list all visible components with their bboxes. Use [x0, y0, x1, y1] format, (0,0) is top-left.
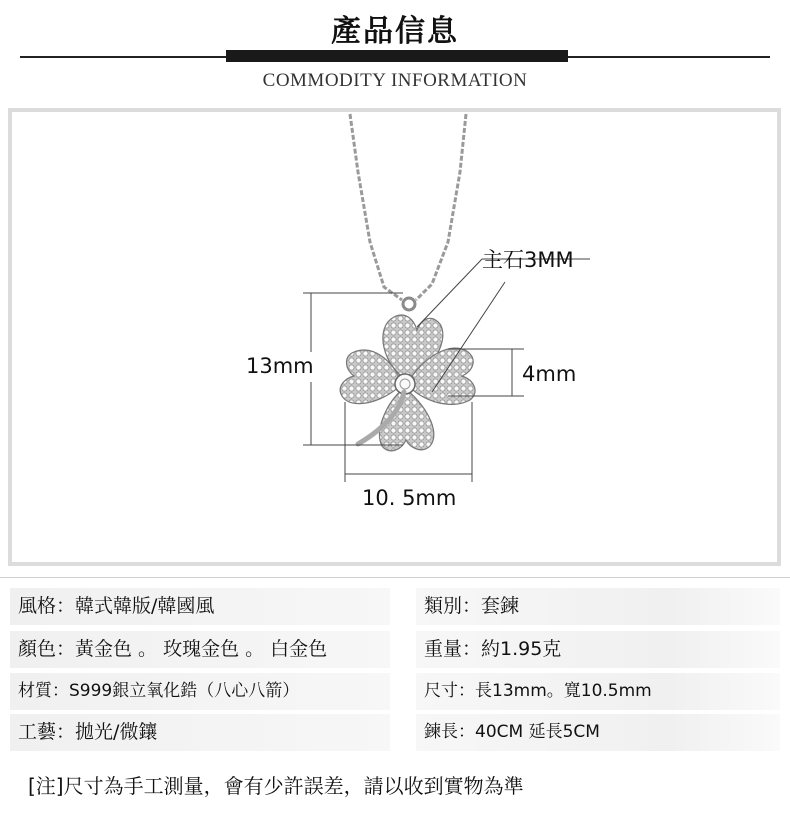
main-stone-label: 主石3MM: [482, 248, 574, 272]
spec-color: 顏色：黃金色 。 玫瑰金色 。 白金色: [10, 631, 390, 668]
page-subtitle: COMMODITY INFORMATION: [262, 70, 528, 91]
spec-size: 尺寸：長13mm。寬10.5mm: [416, 673, 780, 710]
title-divider-accent: [226, 50, 568, 62]
spec-material: 材質：S999銀立氧化鋯（八心八箭）: [10, 673, 390, 710]
spec-chain-length: 鍊長：40CM 延長5CM: [416, 714, 780, 751]
measurement-note: [注]尺寸為手工測量，會有少許誤差，請以收到實物為準: [28, 774, 524, 798]
spec-weight: 重量：約1.95克: [416, 631, 780, 668]
spec-category: 類別：套鍊: [416, 588, 780, 625]
product-image-frame: [8, 108, 781, 566]
leaf-size-label: 4mm: [522, 362, 577, 386]
height-label: 13mm: [246, 354, 314, 378]
spec-craft: 工藝：拋光/微鑲: [10, 714, 390, 751]
page-title: 產品信息: [331, 14, 459, 49]
section-divider: [0, 577, 790, 578]
spec-style: 風格：韓式韓版/韓國風: [10, 588, 390, 625]
width-label: 10. 5mm: [362, 486, 457, 510]
